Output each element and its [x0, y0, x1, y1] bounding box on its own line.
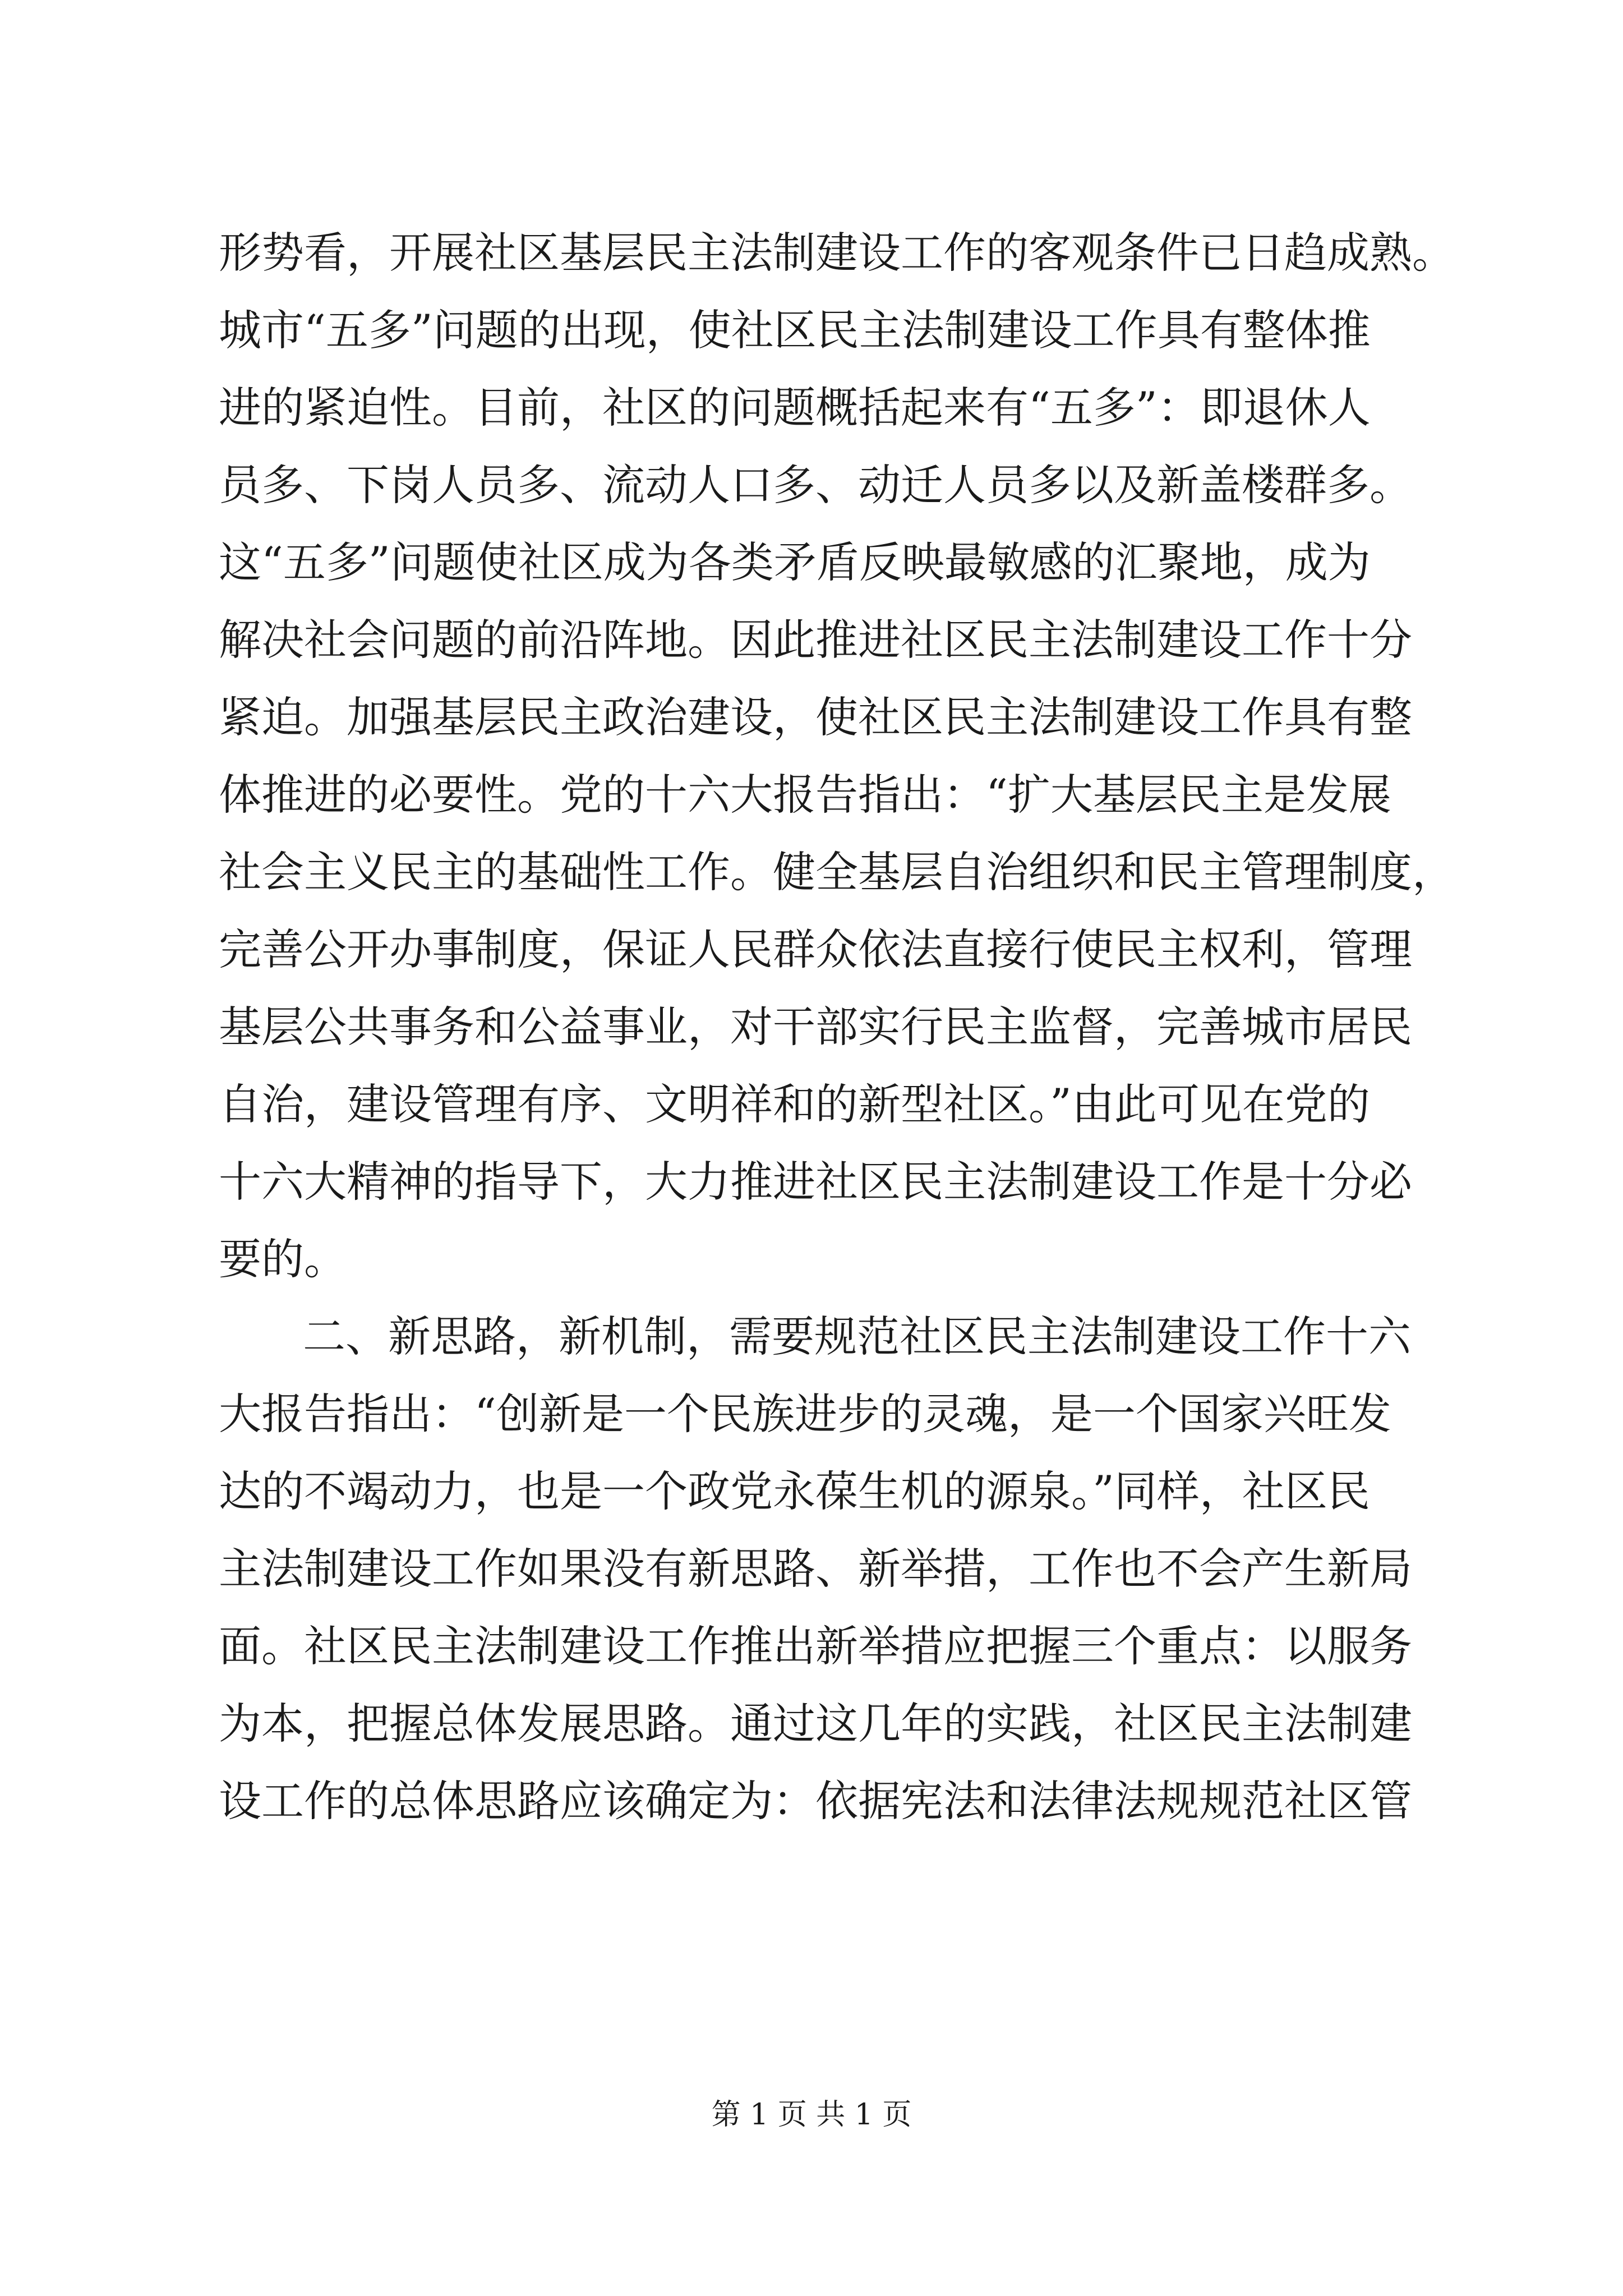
text-line: 紧迫。加强基层民主政治建设，使社区民主法制建设工作具有整 — [219, 692, 1412, 742]
text-line: 社会主义民主的基础性工作。健全基层自治组织和民主管理制度， — [219, 847, 1455, 897]
text-line: 员多、下岗人员多、流动人口多、动迁人员多以及新盖楼群多。 — [219, 460, 1412, 510]
text-line: 城市“五多”问题的出现，使社区民主法制建设工作具有整体推 — [219, 305, 1371, 355]
section-heading-line: 二、新思路，新机制，需要规范社区民主法制建设工作十六 — [303, 1312, 1411, 1361]
text-line: 面。社区民主法制建设工作推出新举措应把握三个重点：以服务 — [219, 1621, 1412, 1671]
text-line: 十六大精神的指导下，大力推进社区民主法制建设工作是十分必 — [219, 1157, 1412, 1207]
text-line: 主法制建设工作如果没有新思路、新举措，工作也不会产生新局 — [219, 1544, 1412, 1594]
body-text — [219, 214, 1455, 1840]
text-line: 设工作的总体思路应该确定为：依据宪法和法律法规规范社区管 — [219, 1776, 1412, 1826]
text-line: 基层公共事务和公益事业，对干部实行民主监督，完善城市居民 — [219, 1002, 1412, 1052]
text-line: 进的紧迫性。目前，社区的问题概括起来有“五多”：即退休人 — [219, 383, 1371, 432]
text-line: 形势看，开展社区基层民主法制建设工作的客观条件已日趋成熟。 — [219, 228, 1455, 278]
page-number-footer: 第 1 页 共 1 页 — [711, 2098, 912, 2132]
text-line: 大报告指出：“创新是一个民族进步的灵魂，是一个国家兴旺发 — [219, 1389, 1391, 1439]
text-line: 这“五多”问题使社区成为各类矛盾反映最敏感的汇聚地，成为 — [219, 537, 1371, 587]
text-line: 体推进的必要性。党的十六大报告指出：“扩大基层民主是发展 — [219, 770, 1391, 820]
text-line: 完善公开办事制度，保证人民群众依法直接行使民主权利，管理 — [219, 924, 1412, 974]
text-line: 达的不竭动力，也是一个政党永葆生机的源泉。”同样，社区民 — [219, 1466, 1370, 1516]
text-line: 自治，建设管理有序、文明祥和的新型社区。”由此可见在党的 — [219, 1079, 1370, 1129]
text-line: 解决社会问题的前沿阵地。因此推进社区民主法制建设工作十分 — [219, 615, 1412, 665]
text-line: 要的。 — [219, 1234, 347, 1284]
text-line: 为本，把握总体发展思路。通过这几年的实践，社区民主法制建 — [219, 1699, 1412, 1749]
